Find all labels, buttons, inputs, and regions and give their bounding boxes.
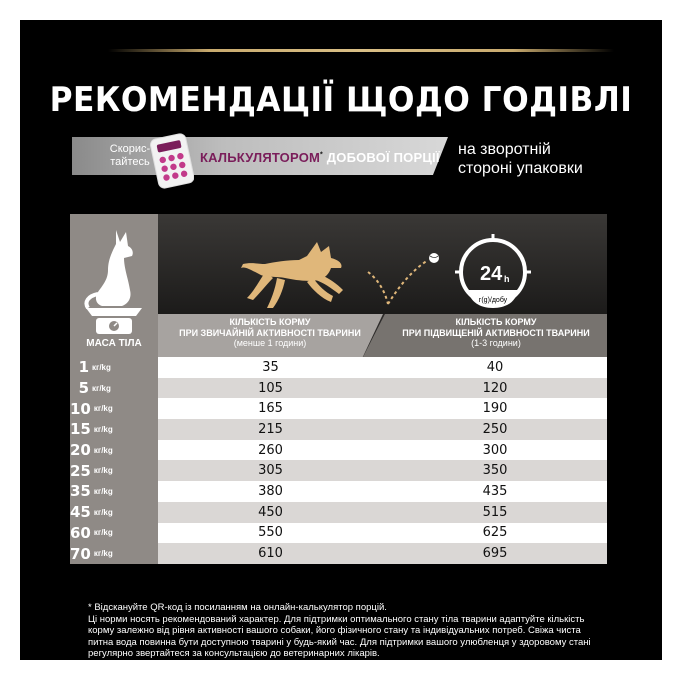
normal-amount: 105	[258, 380, 283, 396]
normal-amount: 260	[258, 442, 283, 458]
mass-row	[70, 460, 158, 481]
sitting-dog-on-scale-icon	[78, 224, 150, 334]
normal-amount: 380	[258, 483, 283, 499]
table-row	[158, 419, 607, 440]
mass-row	[70, 502, 158, 523]
table-row	[158, 502, 607, 523]
mass-unit: кг/kg	[93, 424, 113, 434]
mass-unit: кг/kg	[93, 466, 113, 476]
clock-number: 24	[480, 263, 503, 285]
normal-amount: 550	[258, 525, 283, 541]
mass-value: 45	[70, 503, 91, 522]
mass-unit: кг/kg	[93, 549, 113, 559]
normal-amount: 215	[258, 421, 283, 437]
table-row	[158, 398, 607, 419]
active-amount: 515	[482, 504, 508, 520]
mass-row	[70, 543, 158, 564]
table-row	[158, 357, 607, 378]
normal-amount: 35	[262, 359, 279, 375]
footnote-line4: питна вода повинна бути доступною тварині у будь-який час. Для підтримки вашого улюбленця у здоровому стані	[88, 636, 591, 648]
table-row	[158, 543, 607, 564]
mass-unit: кг/kg	[93, 486, 113, 496]
mass-value: 70	[70, 544, 91, 563]
col-active-line1: КІЛЬКІСТЬ КОРМУ	[455, 317, 537, 327]
mass-unit: кг/kg	[93, 507, 113, 517]
col-normal-line3: (менше 1 години)	[233, 338, 307, 348]
footnote-line2: Ці норми носять рекомендований характер. Для підтримки оптимального стану тіла тварини адаптуйте кількість	[88, 613, 585, 625]
mass-value: 15	[70, 420, 91, 439]
mass-label: МАСА ТІЛА	[86, 338, 142, 349]
calculator-accent: КАЛЬКУЛЯТОРОМ	[200, 150, 321, 165]
clock-unit: г(g)/добу	[478, 297, 508, 304]
footnote-line5: регулярно звертайтеся за консультацією до ветеринарних лікарів.	[88, 648, 380, 659]
calculator-prompt-line1: Скорис-	[109, 143, 151, 155]
back-of-pack-note	[458, 140, 583, 178]
col-normal-line2: ПРИ ЗВИЧАЙНІЙ АКТИВНОСТІ ТВАРИНИ	[179, 327, 361, 338]
mass-values	[70, 357, 158, 564]
mass-row	[70, 440, 158, 461]
footnote-line1: * Відскануйте QR-код із посиланням на онлайн-калькулятор порцій.	[88, 602, 387, 613]
mass-row	[70, 523, 158, 544]
mass-value: 25	[70, 461, 91, 480]
table-row	[158, 440, 607, 461]
col-normal-line1: КІЛЬКІСТЬ КОРМУ	[229, 317, 311, 327]
col-active-line2: ПРИ ПІДВИЩЕНІЙ АКТИВНОСТІ ТВАРИНИ	[402, 327, 590, 338]
mass-value: 60	[70, 523, 91, 542]
mass-value: 5	[78, 379, 89, 398]
col-active-line3: (1-3 години)	[471, 338, 521, 348]
mass-row	[70, 357, 158, 378]
clock-24h-bowl-icon	[448, 234, 538, 314]
active-amount: 625	[482, 525, 508, 541]
gold-divider	[108, 49, 614, 52]
table-row	[158, 523, 607, 544]
ball-trajectory-check-icon	[362, 248, 442, 308]
back-note-line2: стороні упаковки	[458, 160, 583, 177]
calculator-prompt-line2: тайтесь	[110, 156, 150, 168]
mass-value: 1	[78, 358, 89, 377]
feeding-panel	[20, 20, 662, 660]
mass-unit: кг/kg	[93, 445, 113, 455]
table-row	[158, 460, 607, 481]
mass-row	[70, 398, 158, 419]
back-note-line1: на зворотній	[458, 141, 551, 158]
active-amount: 120	[482, 380, 508, 396]
active-amount: 190	[482, 401, 508, 417]
active-amount: 435	[482, 483, 508, 499]
table-row	[158, 378, 607, 399]
active-amount: 300	[482, 442, 508, 458]
calculator-icon	[150, 130, 194, 190]
calculator-title	[200, 150, 440, 165]
mass-unit: кг/kg	[92, 362, 111, 372]
page-title: РЕКОМЕНДАЦІЇ ЩОДО ГОДІВЛІ	[49, 80, 633, 120]
table-rows	[158, 357, 607, 564]
active-amount: 40	[486, 359, 504, 375]
mass-row	[70, 378, 158, 399]
calculator-asterisk: *	[320, 151, 323, 159]
feeding-table	[70, 214, 607, 564]
mass-row	[70, 481, 158, 502]
active-amount: 695	[482, 546, 508, 562]
normal-amount: 450	[258, 504, 283, 520]
col-normal-heading	[170, 317, 370, 349]
normal-amount: 610	[258, 546, 283, 562]
mass-unit: кг/kg	[93, 404, 113, 414]
col-active-heading	[396, 317, 596, 349]
footnote	[88, 602, 648, 660]
mass-row	[70, 419, 158, 440]
active-amount: 250	[482, 421, 508, 437]
calculator-rest: ДОБОВОЇ ПОРЦІЇ	[326, 150, 440, 165]
table-row	[158, 481, 607, 502]
normal-amount: 305	[258, 463, 283, 479]
mass-unit: кг/kg	[92, 383, 111, 393]
normal-amount: 165	[258, 401, 283, 417]
active-amount: 350	[482, 463, 508, 479]
footnote-line3: корму залежно від рівня активності вашого собаки, його фізичного стану та індивідуальних потреб. Свіжа чиста	[88, 625, 581, 636]
mass-unit: кг/kg	[93, 528, 113, 538]
mass-value: 20	[70, 441, 91, 460]
clock-hour-unit: h	[504, 274, 510, 284]
mass-value: 10	[70, 399, 91, 418]
mass-value: 35	[70, 482, 91, 501]
running-dog-icon	[237, 234, 357, 314]
